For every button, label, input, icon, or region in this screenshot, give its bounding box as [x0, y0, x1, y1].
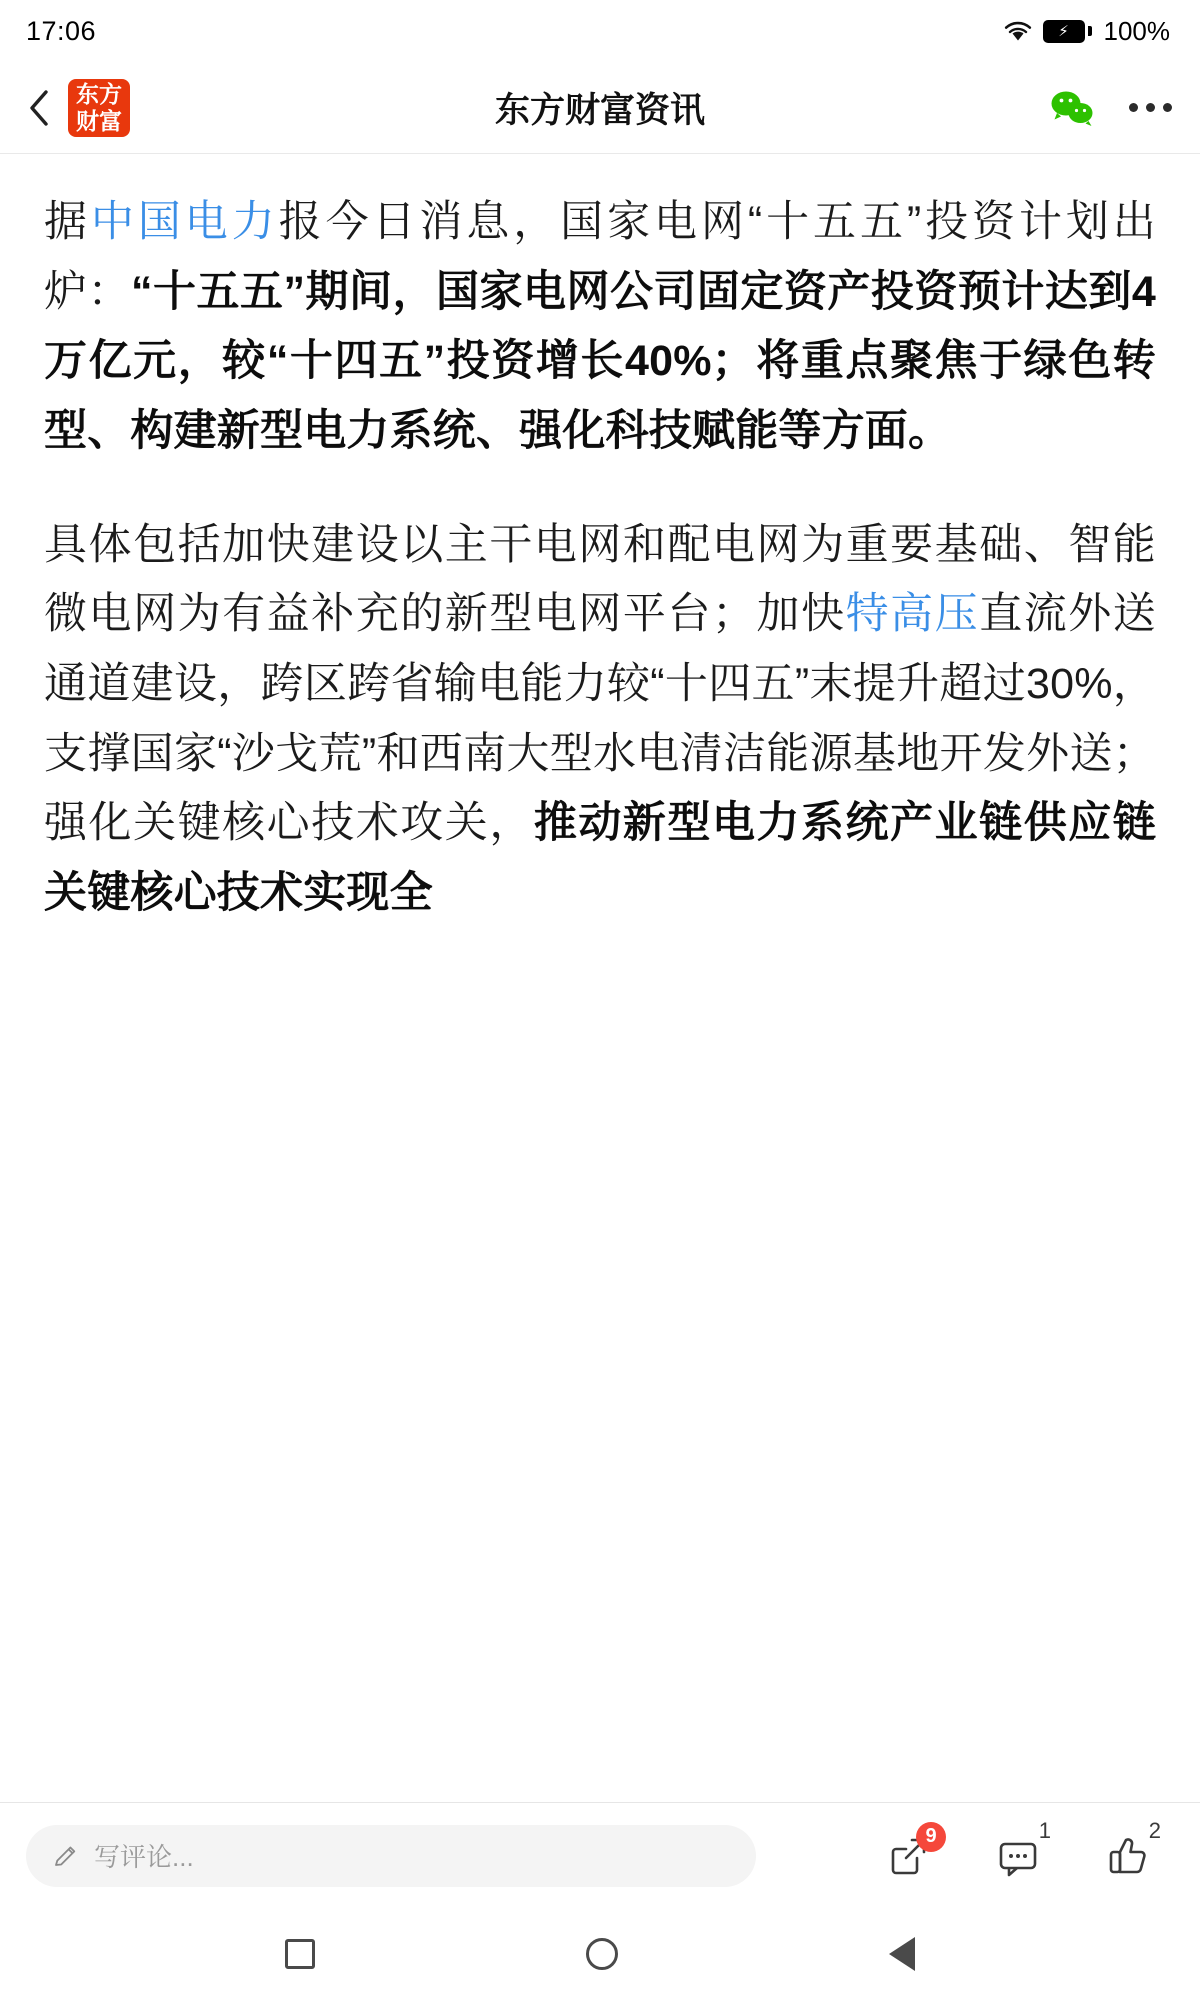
- article-paragraph-1: [44, 188, 1156, 467]
- pencil-icon: [52, 1842, 80, 1870]
- square-recents-icon[interactable]: [285, 1939, 315, 1969]
- wechat-icon[interactable]: [1049, 88, 1095, 128]
- article-paragraph-2: [44, 511, 1156, 929]
- circle-home-icon[interactable]: [586, 1938, 618, 1970]
- nav-right-group: [1049, 88, 1172, 128]
- brand-logo-line2: 财富: [76, 108, 122, 134]
- battery-percent: 100%: [1103, 15, 1170, 46]
- status-indicators: [1003, 16, 1171, 47]
- share-button[interactable]: [880, 1825, 937, 1884]
- back-chevron-icon[interactable]: [28, 89, 50, 127]
- more-dots-icon[interactable]: [1129, 103, 1172, 112]
- comment-count-badge: 1: [1038, 1817, 1051, 1843]
- wifi-icon: [1003, 19, 1033, 43]
- status-time: 17:06: [26, 15, 97, 46]
- paragraph-2-part1: 具体包括加快建设以主干电网和配电网为重要基础、智能微电网为有益补充的新型电网平台；加快: [44, 520, 1156, 639]
- comment-placeholder: 写评论...: [94, 1842, 194, 1872]
- paragraph-1-mid: 报今日消息，国家电网“十五五”投资计划出炉：: [44, 198, 1157, 316]
- paragraph-1-prefix: 据: [44, 198, 91, 246]
- like-count-badge: 2: [1148, 1817, 1161, 1843]
- inline-link-uhv[interactable]: 特高压: [845, 590, 980, 639]
- nav-left-group: [28, 79, 130, 137]
- inline-link-china-power[interactable]: 中国电力: [90, 198, 279, 246]
- android-navigation-bar: [0, 1908, 1200, 2000]
- triangle-back-icon[interactable]: [889, 1937, 915, 1971]
- page-title: 东方财富资讯: [494, 90, 705, 130]
- article-body: [0, 154, 1200, 1814]
- brand-logo[interactable]: [68, 79, 130, 137]
- action-icon-group: [880, 1817, 1174, 1884]
- bottom-action-bar: [0, 1802, 1200, 1908]
- like-button[interactable]: [1100, 1817, 1161, 1884]
- comment-input[interactable]: [26, 1825, 756, 1887]
- share-count-badge: 9: [916, 1822, 946, 1852]
- paragraph-2-part2: 直流外送通道建设，跨区跨省输电能力较“十四五”末提升超过30%，支撑国家“沙戈荒”和西南大型水电清洁能源基地开发外送；强化关键核心技术攻关，: [44, 590, 1156, 848]
- battery-charging-icon: ⚡: [1043, 20, 1092, 43]
- paragraph-1-bold: “十五五”期间，国家电网公司固定资产投资预计达到4万亿元，较“十四五”投资增长40%；将重点聚焦于绿色转型、构建新型电力系统、强化科技赋能等方面。: [44, 267, 1156, 455]
- paragraph-2-bold: 推动新型电力系统产业链供应链关键核心技术实现全: [44, 799, 1156, 917]
- brand-logo-line1: 东方: [76, 81, 122, 107]
- status-bar: [0, 0, 1200, 62]
- comment-button[interactable]: [990, 1817, 1051, 1884]
- app-nav-bar: [0, 62, 1200, 154]
